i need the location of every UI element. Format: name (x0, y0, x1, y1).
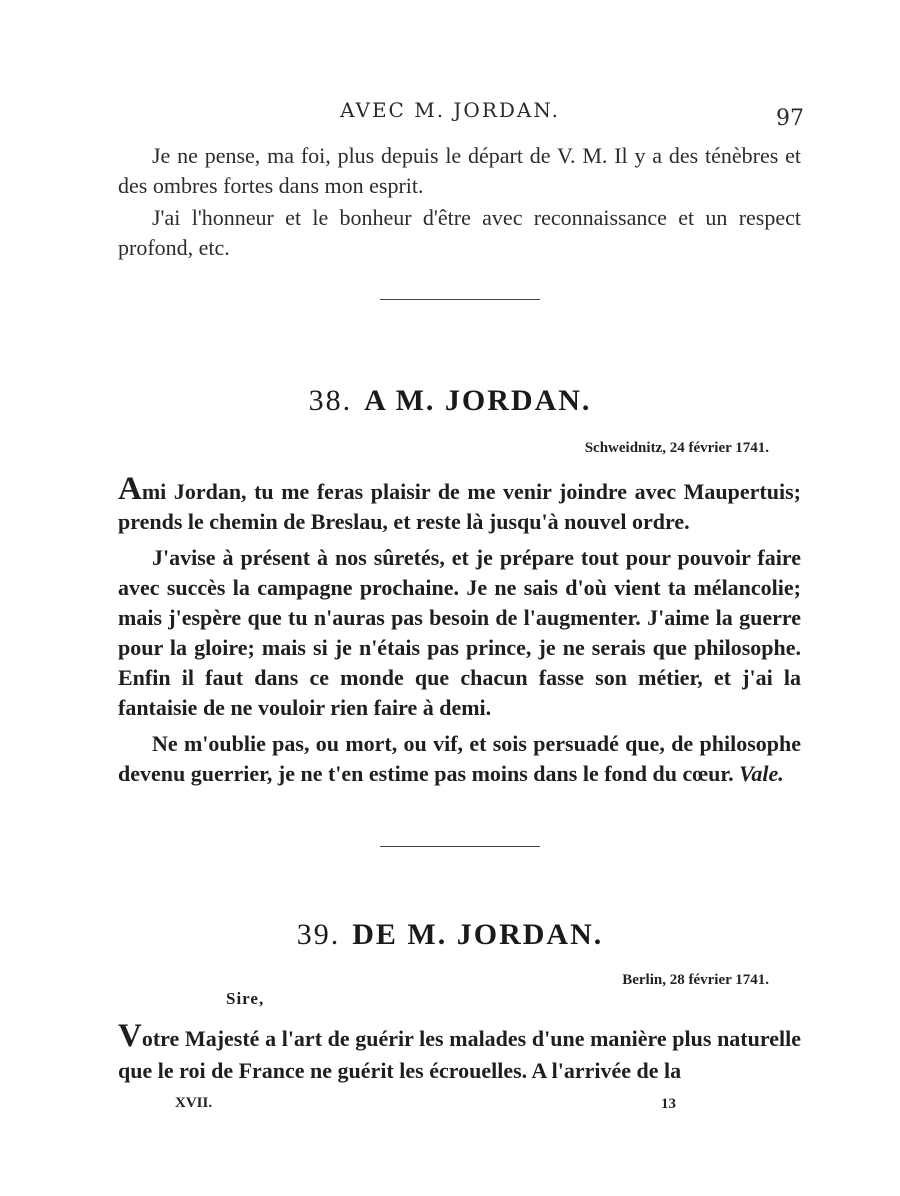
letter-body-39 (118, 1018, 801, 1087)
paragraph-text: otre Majesté a l'art de guérir les malades d'une manière plus naturelle que le roi de France ne guérit les écrouelles. A l'arrivée de la (118, 1026, 801, 1083)
dateline: Berlin, 28 février 1741. (622, 972, 769, 988)
letter-heading-39 (0, 918, 900, 952)
letter-heading-38 (0, 384, 900, 418)
letter-number: 38. (308, 384, 353, 417)
drop-cap: V (118, 1018, 142, 1054)
paragraph (118, 729, 801, 789)
signature-mark: XVII. (175, 1095, 213, 1111)
paragraph: J'avise à présent à nos sûretés, et je prépare tout pour pouvoir faire avec succès la campagne prochaine. Je ne sais d'où vient ta mélancolie; mais j'espère que tu n'auras pas besoin de l'augmenter. J'aime la guerre pour la gloire; mais si je n'étais pas prince, je ne serais que philosophe. Enfin il faut dans ce monde que chacun fasse son métier, et j'ai la fantaisie de ne vouloir rien faire à demi. (118, 545, 801, 720)
dateline: Schweidnitz, 24 février 1741. (584, 440, 769, 456)
letter-title: DE M. JORDAN. (352, 918, 604, 951)
paragraph: J'ai l'honneur et le bonheur d'être avec reconnaissance et un respect profond, etc. (118, 205, 801, 260)
page-number: 97 (776, 106, 804, 131)
paragraph-text: mi Jordan, tu me feras plaisir de me venir joindre avec Maupertuis; prends le chemin de Breslau, et reste là jusqu'à nouvel ordre. (118, 479, 801, 534)
drop-cap: A (118, 471, 142, 507)
paragraph-text: Ne m'oublie pas, ou mort, ou vif, et sois persuadé que, de philosophe devenu guerrier, je ne t'en estime pas moins dans le fond du cœur. (118, 731, 801, 786)
previous-letter-ending (118, 141, 801, 263)
salutation: Sire, (226, 989, 265, 1008)
letter-title: A M. JORDAN. (364, 384, 592, 417)
sheet-number: 13 (661, 1096, 676, 1112)
paragraph (118, 471, 801, 537)
paragraph: Je ne pense, ma foi, plus depuis le départ de V. M. Il y a des ténèbres et des ombres fortes dans mon esprit. (118, 143, 801, 198)
letter-body-38 (118, 471, 801, 789)
section-divider (380, 299, 540, 300)
paragraph (118, 1018, 801, 1087)
letter-number: 39. (296, 918, 341, 951)
closing: Vale. (739, 761, 784, 786)
running-head: AVEC M. JORDAN. (340, 98, 560, 122)
section-divider (380, 846, 540, 847)
